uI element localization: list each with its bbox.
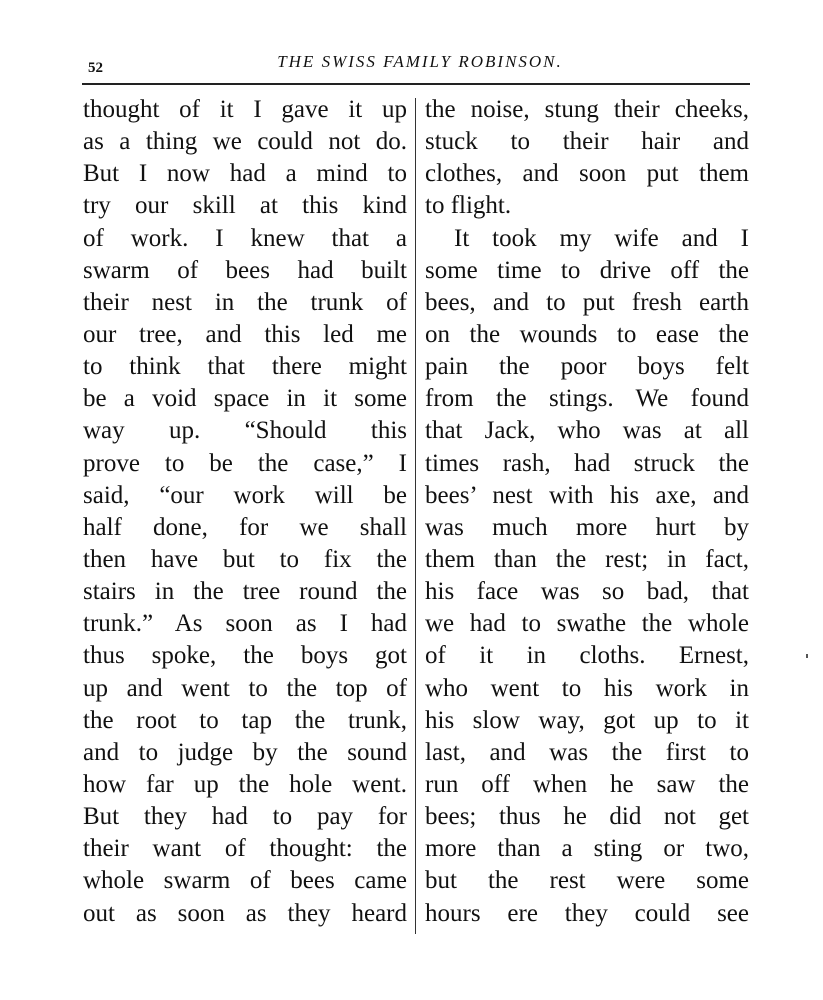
text-line: trunk.” As soon as I had [83, 610, 407, 638]
text-line: their want of thought: the [83, 835, 407, 863]
text-line: how far up the hole went. [83, 770, 407, 798]
text-line: to think that there might [83, 353, 407, 381]
left-column [83, 94, 407, 930]
text-line: more than a sting or two, [425, 835, 749, 863]
text-line: of it in cloths. Ernest, [425, 642, 749, 670]
text-line: thought of it I gave it up [83, 96, 407, 123]
text-line: then have but to fix the [83, 545, 407, 573]
text-line: that Jack, who was at all [425, 417, 749, 445]
text-line: some time to drive off the [425, 256, 749, 284]
text-line: be a void space in it some [83, 385, 407, 413]
text-line: stairs in the tree round the [83, 578, 407, 606]
text-line: and to judge by the sound [83, 738, 407, 766]
text-line: times rash, had struck the [425, 449, 749, 477]
header-rule [82, 83, 750, 85]
text-line: out as soon as they heard [83, 899, 407, 927]
ink-speck [806, 654, 808, 658]
text-line: of work. I knew that a [83, 224, 407, 252]
text-line: them than the rest; in fact, [425, 545, 749, 573]
text-line: stuck to their hair and [425, 128, 749, 156]
text-line: as a thing we could not do. [83, 128, 407, 156]
text-line: way up. “Should this [83, 417, 407, 445]
text-line: who went to his work in [425, 674, 749, 702]
text-line: But I now had a mind to [83, 160, 407, 188]
paragraph-end-line: to flight. [425, 192, 512, 220]
text-line: bees’ nest with his axe, and [425, 481, 749, 509]
text-line: but the rest were some [425, 867, 749, 895]
text-line: whole swarm of bees came [83, 867, 407, 895]
column-divider [415, 98, 416, 934]
text-line: said, “our work will be [83, 481, 407, 509]
text-line: half done, for we shall [83, 513, 407, 541]
text-line: run off when he saw the [425, 770, 749, 798]
text-line: bees; thus he did not get [425, 803, 749, 831]
text-line: But they had to pay for [83, 803, 407, 831]
text-line: up and went to the top of [83, 674, 407, 702]
text-line: pain the poor boys felt [425, 353, 749, 381]
text-line: their nest in the trunk of [83, 288, 407, 316]
text-line: we had to swathe the whole [425, 610, 749, 638]
text-line: thus spoke, the boys got [83, 642, 407, 670]
text-line: from the stings. We found [425, 385, 749, 413]
text-line: the root to tap the trunk, [83, 706, 407, 734]
text-line: on the wounds to ease the [425, 320, 749, 348]
text-line: the noise, stung their cheeks, [425, 96, 749, 123]
text-line: his slow way, got up to it [425, 706, 749, 734]
text-line: hours ere they could see [425, 899, 749, 927]
running-title: THE SWISS FAMILY ROBINSON. [277, 52, 563, 71]
right-column [425, 94, 749, 930]
text-line: prove to be the case,” I [83, 449, 407, 477]
text-line: was much more hurt by [425, 513, 749, 541]
text-line: try our skill at this kind [83, 192, 407, 220]
paragraph-start-line: It took my wife and I [454, 224, 749, 252]
text-line: his face was so bad, that [425, 578, 749, 606]
text-line: clothes, and soon put them [425, 160, 749, 188]
text-line: last, and was the first to [425, 738, 749, 766]
text-line: our tree, and this led me [83, 320, 407, 348]
page-number: 52 [88, 60, 103, 76]
text-line: swarm of bees had built [83, 256, 407, 284]
text-line: bees, and to put fresh earth [425, 288, 749, 316]
